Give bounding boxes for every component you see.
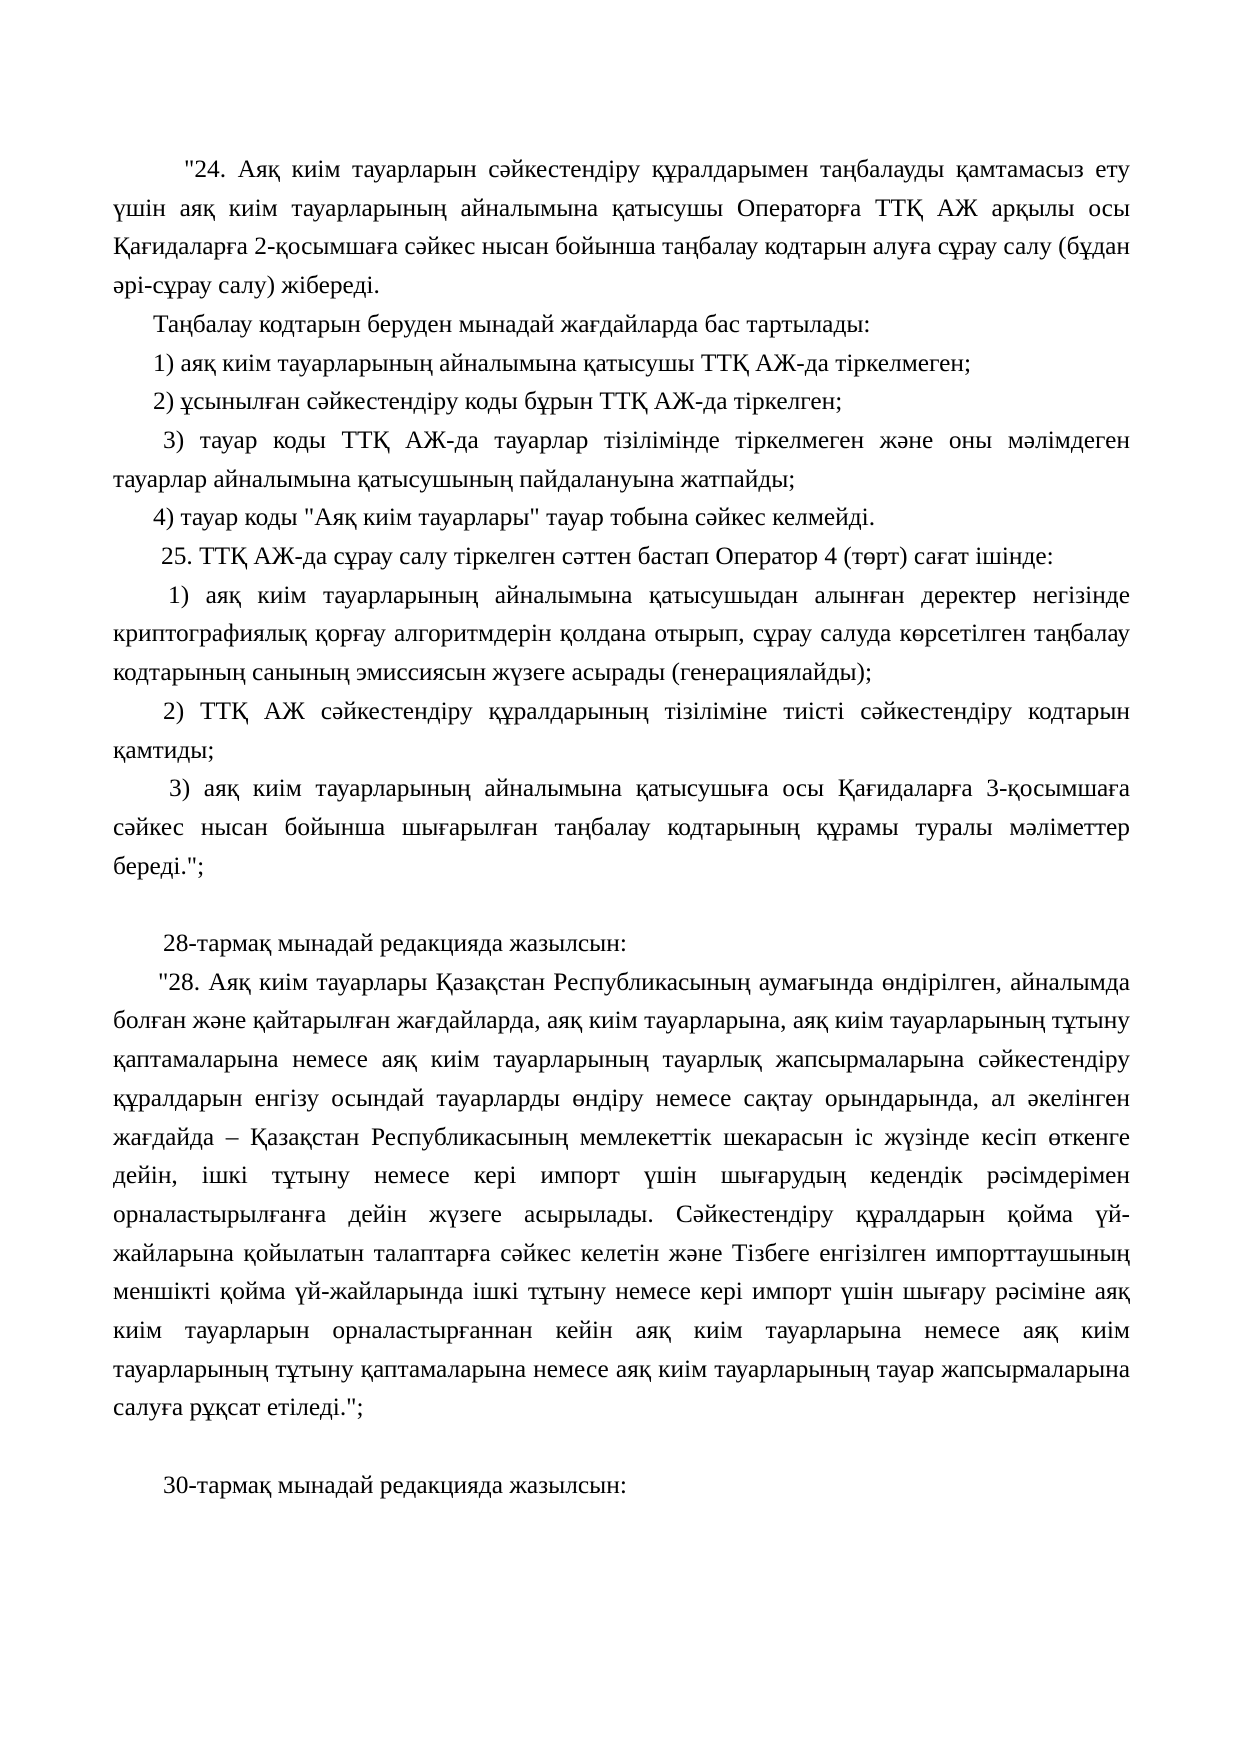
amend-30-heading: 30-тармақ мынадай редакцияда жазылсын:: [163, 1470, 627, 1499]
operator-item-3: 3) аяқ киім тауарларының айналымына қатысушыға осы Қағидаларға 3-қосымшаға сәйкес нысан бойынша шығарылған таңбалау кодтарының құрамы туралы мәліметтер береді.";: [113, 774, 1130, 880]
amend-28-heading: 28-тармақ мынадай редакцияда жазылсын:: [163, 929, 627, 958]
refusal-item-1: 1) аяқ киім тауарларының айналымына қатысушы ТТҚ АЖ-да тіркелмеген;: [153, 348, 972, 377]
refusal-intro: Таңбалау кодтарын беруден мынадай жағдайларда бас тартылады:: [153, 309, 871, 338]
paragraph-25: 25. ТТҚ АЖ-да сұрау салу тіркелген сәттен бастап Оператор 4 (төрт) сағат ішінде:: [161, 542, 1054, 571]
spacer: [113, 885, 1130, 924]
refusal-item-2: 2) ұсынылған сәйкестендіру коды бұрын ТТҚ АЖ-да тіркелген;: [153, 387, 843, 416]
refusal-item-3: 3) тауар коды ТТҚ АЖ-да тауарлар тізілімінде тіркелмеген және оны мәлімдеген тауарлар айналымына қатысушының пайдалануына жатпайды;: [113, 425, 1130, 493]
spacer: [113, 1427, 1130, 1466]
paragraph-28: "28. Аяқ киім тауарлары Қазақстан Республикасының аумағында өндірілген, айналымда болған және қайтарылған жағдайларда, аяқ киім тауарларына, аяқ киім тауарларының тұтыну қаптамаларына немесе аяқ киім тауарларының тауарлық жапсырмаларына сәйкестендіру құралдарын енгізу осындай тауарларды өндіру немесе сақтау орындарында, ал әкелінген жағдайда – Қазақстан Республикасының мемлекеттік шекарасын іс жүзінде кесіп өткенге дейін, ішкі тұтыну немесе кері импорт үшін шығарудың кедендік рәсімдерімен орналастырылғанға дейін жүзеге асырылады. Сәйкестендіру құралдарын қойма үй-жайларына қойылатын талаптарға сәйкес келетін және Тізбеге енгізілген импорттаушының меншікті қойма үй-жайларында ішкі тұтыну немесе кері импорт үшін шығару рәсіміне аяқ киім тауарларын орналастырғаннан кейін аяқ киім тауарларына немесе аяқ киім тауарларының тұтыну қаптамаларына немесе аяқ киім тауарларының тауар жапсырмаларына салуға рұқсат етіледі.";: [113, 967, 1130, 1422]
operator-item-2: 2) ТТҚ АЖ сәйкестендіру құралдарының тізіліміне тиісті сәйкестендіру кодтарын қамтиды;: [113, 696, 1130, 764]
paragraph-24: "24. Аяқ киім тауарларын сәйкестендіру құралдарымен таңбалауды қамтамасыз ету үшін аяқ киім тауарларының айналымына қатысушы Операторға ТТҚ АЖ арқылы осы Қағидаларға 2-қосымшаға сәйкес нысан бойынша таңбалау кодтарын алуға сұрау салу (бұдан әрі-сұрау салу) жібереді.: [113, 155, 1131, 300]
refusal-item-4: 4) тауар коды "Аяқ киім тауарлары" тауар тобына сәйкес келмейді.: [153, 503, 876, 532]
operator-item-1: 1) аяқ киім тауарларының айналымына қатысушыдан алынған деректер негізінде криптографиялық қорғау алгоритмдерін қолдана отырып, сұрау салуда көрсетілген таңбалау кодтарының санының эмиссиясын жүзеге асырады (генерациялайды);: [113, 580, 1130, 687]
document-page: [113, 150, 1130, 1505]
